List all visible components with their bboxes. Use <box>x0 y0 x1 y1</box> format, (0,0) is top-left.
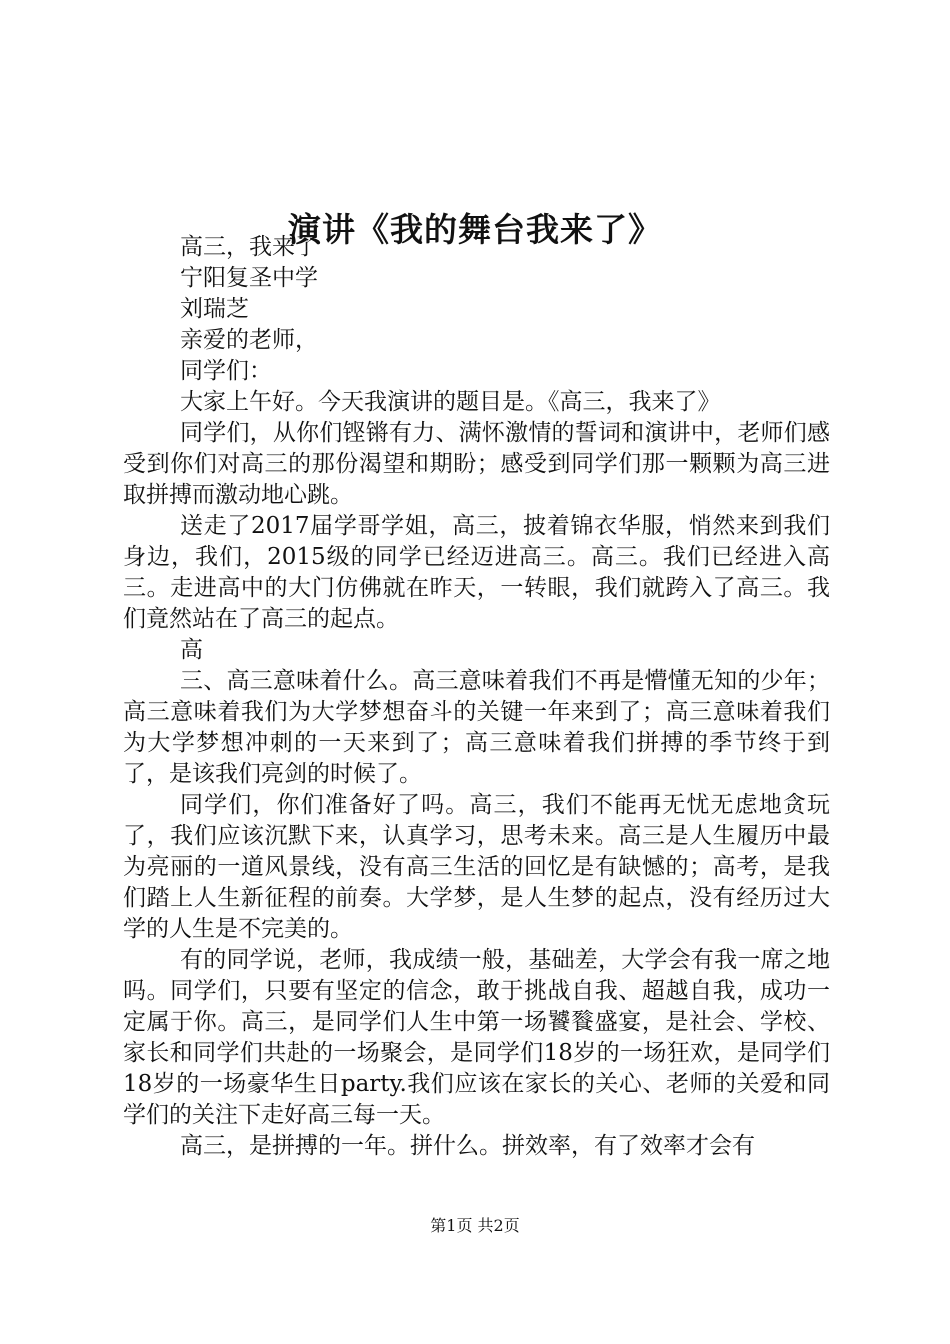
paragraph-body: 同学们，从你们铿锵有力、满怀激情的誓词和演讲中，老师们感受到你们对高三的那份渴望和期盼；感受到同学们那一颗颗为高三进取拼搏而激动地心跳。 <box>123 420 830 508</box>
paragraph-body: 高 <box>180 637 203 663</box>
paragraph-salutation-students: 同学们： <box>180 358 272 384</box>
paragraph-body: 有的同学说，老师，我成绩一般，基础差，大学会有我一席之地吗。同学们，只要有坚定的信念，敢于挑战自我、超越自我，成功一定属于你。高三，是同学们人生中第一场饕餮盛宴，是社会、学校、家长和同学们共赴的一场聚会，是同学们18岁的一场狂欢，是同学们18岁的一场豪华生日party.我们应该在家长的关心、老师的关爱和同学们的关注下走好高三每一天。 <box>123 947 830 1128</box>
paragraph-salutation: 亲爱的老师， <box>180 327 318 353</box>
paragraph-body: 送走了2017届学哥学姐，高三，披着锦衣华服，悄然来到我们身边，我们，2015级的同学已经迈进高三。高三。我们已经进入高三。走进高中的大门仿佛就在昨天，一转眼，我们就跨入了高三。我们竟然站在了高三的起点。 <box>123 513 830 632</box>
paragraph-body: 高三，是拼搏的一年。拼什么。拼效率，有了效率才会有 <box>180 1133 755 1159</box>
paragraph-school: 宁阳复圣中学 <box>180 265 318 291</box>
paragraph-heading: 高三，我来了 <box>180 234 318 260</box>
paragraph-greeting: 大家上午好。今天我演讲的题目是。《高三，我来了》 <box>180 389 721 415</box>
document-body <box>123 232 830 1162</box>
paragraph-body: 三、高三意味着什么。高三意味着我们不再是懵懂无知的少年；高三意味着我们为大学梦想奋斗的关键一年来到了；高三意味着我们为大学梦想冲刺的一天来到了；高三意味着我们拼搏的季节终于到了，是该我们亮剑的时候了。 <box>123 668 830 787</box>
page-number-footer: 第1页 共2页 <box>430 1216 520 1235</box>
paragraph-body: 同学们，你们准备好了吗。高三，我们不能再无忧无虑地贪玩了，我们应该沉默下来，认真学习，思考未来。高三是人生履历中最为亮丽的一道风景线，没有高三生活的回忆是有缺憾的；高考，是我们踏上人生新征程的前奏。大学梦，是人生梦的起点，没有经历过大学的人生是不完美的。 <box>123 792 830 942</box>
document-title: 演讲《我的舞台我来了》 <box>288 210 662 250</box>
paragraph-author: 刘瑞芝 <box>180 296 249 322</box>
